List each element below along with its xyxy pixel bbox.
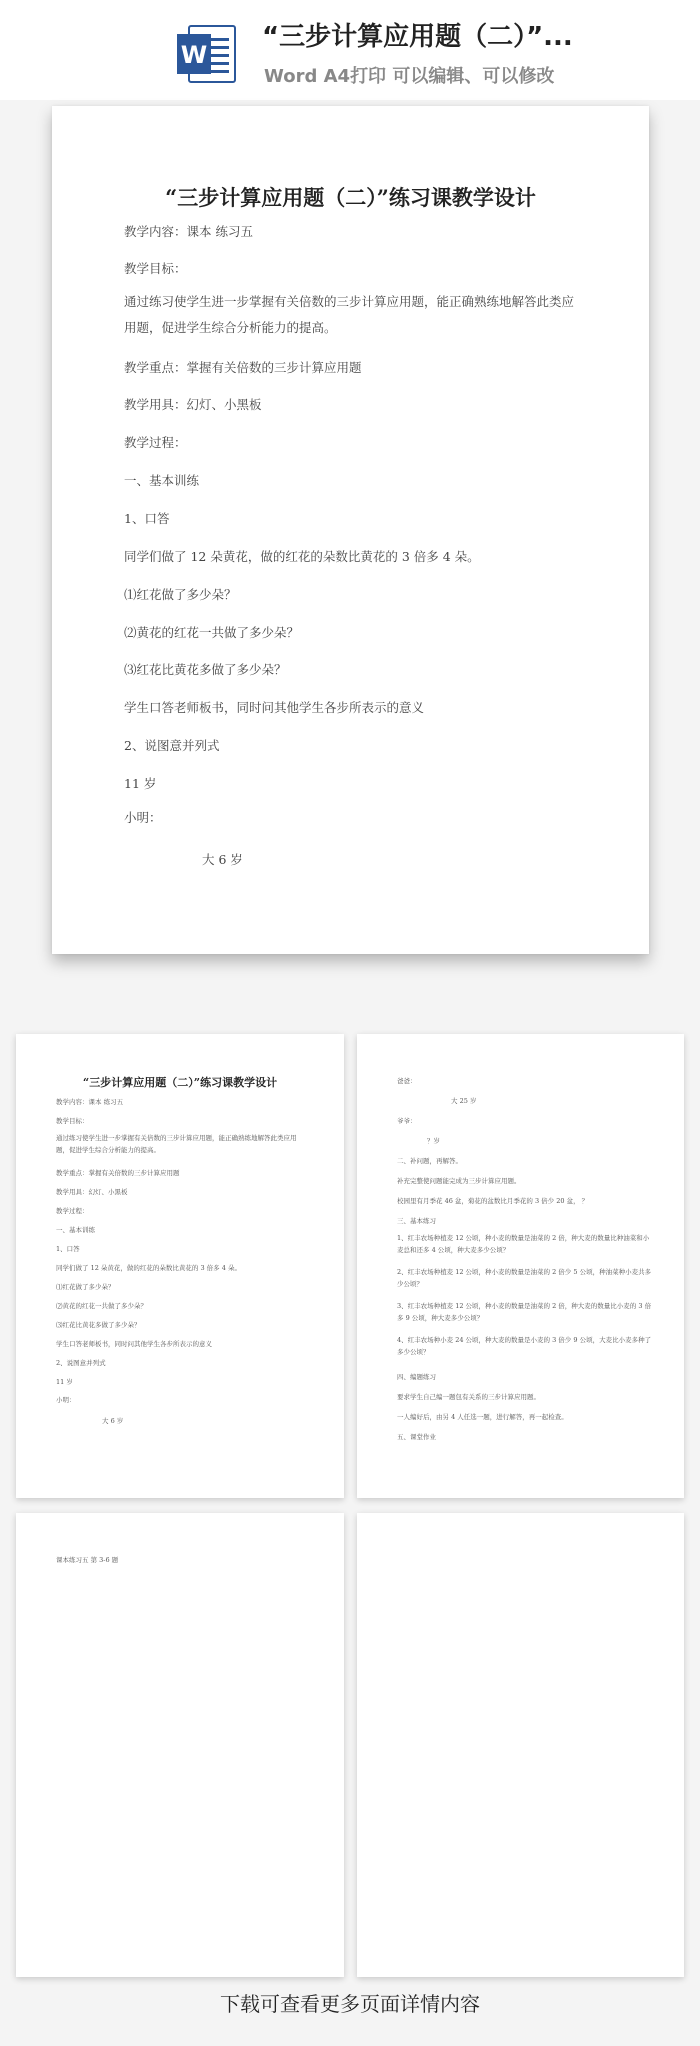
paragraph: 11 岁 [124,776,157,791]
paragraph: 2、说图意并列式 [124,738,220,753]
thumbnail-line: 一、基本训练 [56,1226,95,1234]
thumbnail-page-1[interactable] [16,1034,344,1498]
thumbnail-line: ？岁 [427,1137,440,1145]
thumbnail-page-3[interactable] [16,1513,344,1977]
thumbnail-line: 同学们做了 12 朵黄花，做的红花的朵数比黄花的 3 倍多 4 朵。 [56,1264,241,1272]
thumbnail-line: 大 25 岁 [451,1097,477,1105]
paragraph: ⑶红花比黄花多做了多少朵？ [124,662,287,677]
thumbnail-line: 教学过程： [56,1207,89,1215]
thumbnail-line: 一人编好后，由另 4 人任选一题，进行解答，再一起检查。 [397,1413,568,1421]
thumbnail-line: 教学重点：掌握有关倍数的三步计算应用题 [56,1169,180,1177]
paragraph: 教学过程： [124,435,187,450]
thumbnail-line: 爷爷： [397,1117,417,1125]
thumbnail-line: 补充完整使问题能完成为三步计算应用题。 [397,1177,521,1185]
thumbnail-line: 爸爸： [397,1077,417,1085]
thumbnail-line: 校园里有月季花 46 盆，菊花的盆数比月季花的 3 倍少 20 盆， ？ [397,1197,589,1205]
thumbnail-page-4[interactable] [357,1513,684,1977]
thumbnail-line: 教学目标： [56,1117,89,1125]
download-more-link[interactable]: 下载可查看更多页面详情内容 [220,1992,480,2016]
thumbnail-line: 大 6 岁 [102,1417,124,1425]
thumbnail-line: 小明： [56,1396,76,1404]
paragraph: 教学内容：课本 练习五 [124,224,253,239]
paragraph: ⑵黄花的红花一共做了多少朵？ [124,625,300,640]
thumbnail-page-2[interactable] [357,1034,684,1498]
thumbnail-line: 二、补问题，再解答。 [397,1157,462,1165]
thumbnail-line: 学生口答老师板书，同时问其他学生各步所表示的意义 [56,1340,212,1348]
thumbnail-line: 2、说图意并列式 [56,1359,106,1367]
thumbnail-line: 教学内容：课本 练习五 [56,1098,124,1106]
thumbnail-line: 1、口答 [56,1245,80,1253]
header-bar [0,0,700,100]
paragraph: 小明： [124,810,162,825]
paragraph: 同学们做了 12 朵黄花，做的红花的朵数比黄花的 3 倍多 4 朵。 [124,549,480,564]
paragraph: 1、口答 [124,511,170,526]
thumbnail-line: 4、红丰农场种小麦 24 公顷，种大麦的数量是小麦的 3 倍少 9 公顷，大麦比小麦多种了多少公顷？ [397,1336,652,1356]
thumbnail-line: ⑴红花做了多少朵？ [56,1283,115,1291]
thumbnail-line: 1、红丰农场种植麦 12 公顷，种小麦的数量是油菜的 2 倍，种大麦的数量比种油菜和小麦总和还多 4 公顷，种大麦多少公顷？ [397,1234,650,1254]
thumbnail-line: 2、红丰农场种植麦 12 公顷，种小麦的数量是油菜的 2 倍少 5 公顷，种油菜种小麦共多少公顷？ [397,1268,652,1288]
document-subtitle: Word A4打印 可以编辑、可以修改 [264,66,555,87]
thumbnail-line: 教学用具：幻灯、小黑板 [56,1188,128,1196]
thumbnail-line: 11 岁 [56,1378,73,1386]
paragraph: 教学用具：幻灯、小黑板 [124,397,262,412]
thumbnail-line: 要求学生自己编一题包有关系的三步计算应用题。 [397,1393,540,1401]
paragraph: 学生口答老师板书，同时问其他学生各步所表示的意义 [124,700,425,715]
paragraph: 一、基本训练 [124,473,200,488]
paragraph: ⑴红花做了多少朵？ [124,587,237,602]
thumbnail-title: “三步计算应用题（二）”练习课教学设计 [82,1076,278,1089]
page-title: “三步计算应用题（二）”练习课教学设计 [165,185,536,210]
thumbnail-line: 五、课堂作业 [397,1433,436,1441]
paragraph: 通过练习使学生进一步掌握有关倍数的三步计算应用题，能正确熟练地解答此类应用题，促进学生综合分析能力的提高。 [124,294,575,335]
thumbnail-line: 3、红丰农场种植麦 12 公顷，种小麦的数量是油菜的 2 倍，种大麦的数量比小麦的 3 倍多 9 公顷，种大麦多少公顷？ [397,1302,652,1322]
word-document-icon [175,22,239,86]
thumbnail-line: ⑶红花比黄花多做了多少朵？ [56,1321,141,1329]
paragraph: 大 6 岁 [202,852,243,867]
svg-text:W: W [180,41,208,69]
thumbnail-line: 三、基本练习 [397,1217,436,1225]
document-title: “三步计算应用题（二）”... [262,22,573,52]
main-page-preview [52,106,649,954]
thumbnail-line: 四、编题练习 [397,1373,436,1381]
paragraph: 教学重点：掌握有关倍数的三步计算应用题 [124,360,362,375]
paragraph: 教学目标： [124,261,187,276]
thumbnail-line: 通过练习使学生进一步掌握有关倍数的三步计算应用题，能正确熟练地解答此类应用题，促进学生综合分析能力的提高。 [56,1134,297,1154]
thumbnail-line: 课本练习五 第 3-6 题 [56,1556,119,1564]
thumbnail-line: ⑵黄花的红花一共做了多少朵？ [56,1302,147,1310]
